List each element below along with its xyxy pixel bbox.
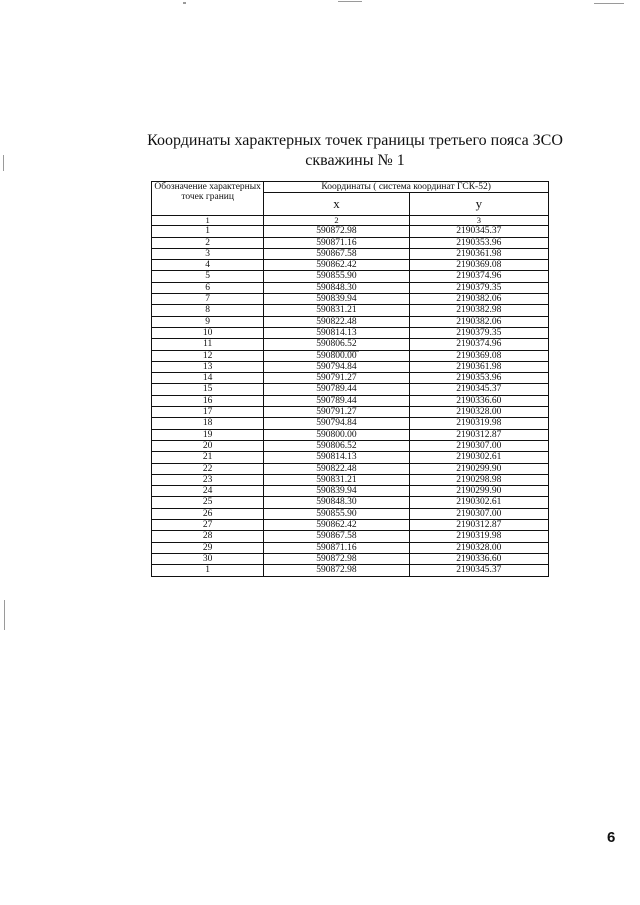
point-id-cell: 23 [152,474,264,485]
table-row [152,429,549,440]
x-coordinate-cell: 590806.52 [264,440,409,451]
y-coordinate-cell: 2190379.35 [409,282,548,293]
point-id-cell: 29 [152,542,264,553]
point-id-cell: 15 [152,384,264,395]
x-coordinate-cell: 590806.52 [264,339,409,350]
x-coordinate-cell: 590872.98 [264,565,409,576]
y-coordinate-cell: 2190336.60 [409,395,548,406]
x-coordinate-cell: 590871.16 [264,542,409,553]
x-coordinate-cell: 590862.42 [264,260,409,271]
point-id-cell: 20 [152,440,264,451]
point-id-cell: 1 [152,565,264,576]
x-coordinate-cell: 590862.42 [264,520,409,531]
page-number: 6 [607,829,616,846]
point-id-cell: 18 [152,418,264,429]
x-coordinate-cell: 590800.00 [264,429,409,440]
x-coordinate-cell: 590839.94 [264,486,409,497]
table-row [152,452,549,463]
point-id-cell: 3 [152,248,264,259]
y-coordinate-cell: 2190299.90 [409,486,548,497]
table-row [152,305,549,316]
y-coordinate-cell: 2190361.98 [409,361,548,372]
y-coordinate-cell: 2190336.60 [409,553,548,564]
point-id-cell: 5 [152,271,264,282]
point-id-cell: 6 [152,282,264,293]
coordinates-table [151,181,549,577]
x-coordinate-cell: 590848.30 [264,282,409,293]
table-row [152,531,549,542]
table-row [152,508,549,519]
x-coordinate-cell: 590872.98 [264,553,409,564]
x-coordinate-cell: 590867.58 [264,531,409,542]
point-id-cell: 13 [152,361,264,372]
table-row [152,226,549,237]
y-coordinate-cell: 2190345.37 [409,384,548,395]
header-point-designation: Обозначение характерных точек границ [152,182,264,216]
x-coordinate-cell: 590789.44 [264,395,409,406]
y-coordinate-cell: 2190353.96 [409,373,548,384]
title-line-1: Координаты характерных точек границы третьего пояса ЗСО [147,132,563,149]
y-coordinate-cell: 2190307.00 [409,508,548,519]
y-coordinate-cell: 2190374.96 [409,271,548,282]
x-coordinate-cell: 590839.94 [264,294,409,305]
table-row [152,237,549,248]
header-coordinates-group: Координаты ( система координат ГСК-52) [264,182,549,193]
point-id-cell: 17 [152,407,264,418]
point-id-cell: 8 [152,305,264,316]
x-coordinate-cell: 590791.27 [264,407,409,418]
column-index-cell: 1 [152,216,264,226]
y-coordinate-cell: 2190298.98 [409,474,548,485]
table-row [152,418,549,429]
x-coordinate-cell: 590794.84 [264,418,409,429]
y-coordinate-cell: 2190353.96 [409,237,548,248]
table-row [152,440,549,451]
point-id-cell: 12 [152,350,264,361]
y-coordinate-cell: 2190369.08 [409,260,548,271]
table-row [152,384,549,395]
y-coordinate-cell: 2190302.61 [409,497,548,508]
y-coordinate-cell: 2190312.87 [409,429,548,440]
x-coordinate-cell: 590814.13 [264,452,409,463]
table-row [152,316,549,327]
point-id-cell: 26 [152,508,264,519]
x-coordinate-cell: 590794.84 [264,361,409,372]
x-coordinate-cell: 590831.21 [264,474,409,485]
table-row [152,486,549,497]
x-coordinate-cell: 590872.98 [264,226,409,237]
document-title [100,131,610,171]
table-row [152,271,549,282]
x-coordinate-cell: 590855.90 [264,271,409,282]
y-coordinate-cell: 2190328.00 [409,542,548,553]
y-coordinate-cell: 2190369.08 [409,350,548,361]
y-coordinate-cell: 2190382.98 [409,305,548,316]
y-coordinate-cell: 2190307.00 [409,440,548,451]
x-coordinate-cell: 590871.16 [264,237,409,248]
table-row [152,463,549,474]
column-index-cell: 3 [409,216,548,226]
table-row [152,395,549,406]
column-index-cell: 2 [264,216,409,226]
point-id-cell: 7 [152,294,264,305]
table-row [152,497,549,508]
header-y: y [409,193,548,216]
x-coordinate-cell: 590789.44 [264,384,409,395]
column-index-row [152,216,549,226]
table-row [152,260,549,271]
y-coordinate-cell: 2190374.96 [409,339,548,350]
table-row [152,565,549,576]
point-id-cell: 4 [152,260,264,271]
x-coordinate-cell: 590814.13 [264,327,409,338]
x-coordinate-cell: 590831.21 [264,305,409,316]
y-coordinate-cell: 2190379.35 [409,327,548,338]
point-id-cell: 10 [152,327,264,338]
point-id-cell: 21 [152,452,264,463]
table-row [152,248,549,259]
scan-speck [594,3,624,4]
table-row [152,327,549,338]
point-id-cell: 19 [152,429,264,440]
point-id-cell: 30 [152,553,264,564]
table-row [152,282,549,293]
scan-speck [3,155,4,171]
title-line-2: скважины № 1 [305,152,405,169]
point-id-cell: 2 [152,237,264,248]
table-row [152,542,549,553]
scan-speck [183,2,186,4]
point-id-cell: 16 [152,395,264,406]
y-coordinate-cell: 2190302.61 [409,452,548,463]
scan-speck [338,1,362,2]
point-id-cell: 24 [152,486,264,497]
y-coordinate-cell: 2190328.00 [409,407,548,418]
x-coordinate-cell: 590800.00 [264,350,409,361]
point-id-cell: 11 [152,339,264,350]
x-coordinate-cell: 590855.90 [264,508,409,519]
table-row [152,294,549,305]
table-row [152,553,549,564]
table-row [152,361,549,372]
point-id-cell: 27 [152,520,264,531]
point-id-cell: 9 [152,316,264,327]
y-coordinate-cell: 2190382.06 [409,316,548,327]
point-id-cell: 1 [152,226,264,237]
point-id-cell: 25 [152,497,264,508]
point-id-cell: 28 [152,531,264,542]
point-id-cell: 22 [152,463,264,474]
x-coordinate-cell: 590822.48 [264,463,409,474]
scan-speck [4,600,5,630]
x-coordinate-cell: 590791.27 [264,373,409,384]
y-coordinate-cell: 2190319.98 [409,418,548,429]
table-row [152,474,549,485]
y-coordinate-cell: 2190345.37 [409,226,548,237]
y-coordinate-cell: 2190382.06 [409,294,548,305]
x-coordinate-cell: 590822.48 [264,316,409,327]
y-coordinate-cell: 2190319.98 [409,531,548,542]
x-coordinate-cell: 590867.58 [264,248,409,259]
table-row [152,373,549,384]
y-coordinate-cell: 2190312.87 [409,520,548,531]
y-coordinate-cell: 2190345.37 [409,565,548,576]
point-id-cell: 14 [152,373,264,384]
x-coordinate-cell: 590848.30 [264,497,409,508]
table-header-row [152,182,549,193]
y-coordinate-cell: 2190299.90 [409,463,548,474]
table-row [152,520,549,531]
table-row [152,407,549,418]
y-coordinate-cell: 2190361.98 [409,248,548,259]
table-row [152,350,549,361]
header-x: x [264,193,409,216]
table-row [152,339,549,350]
